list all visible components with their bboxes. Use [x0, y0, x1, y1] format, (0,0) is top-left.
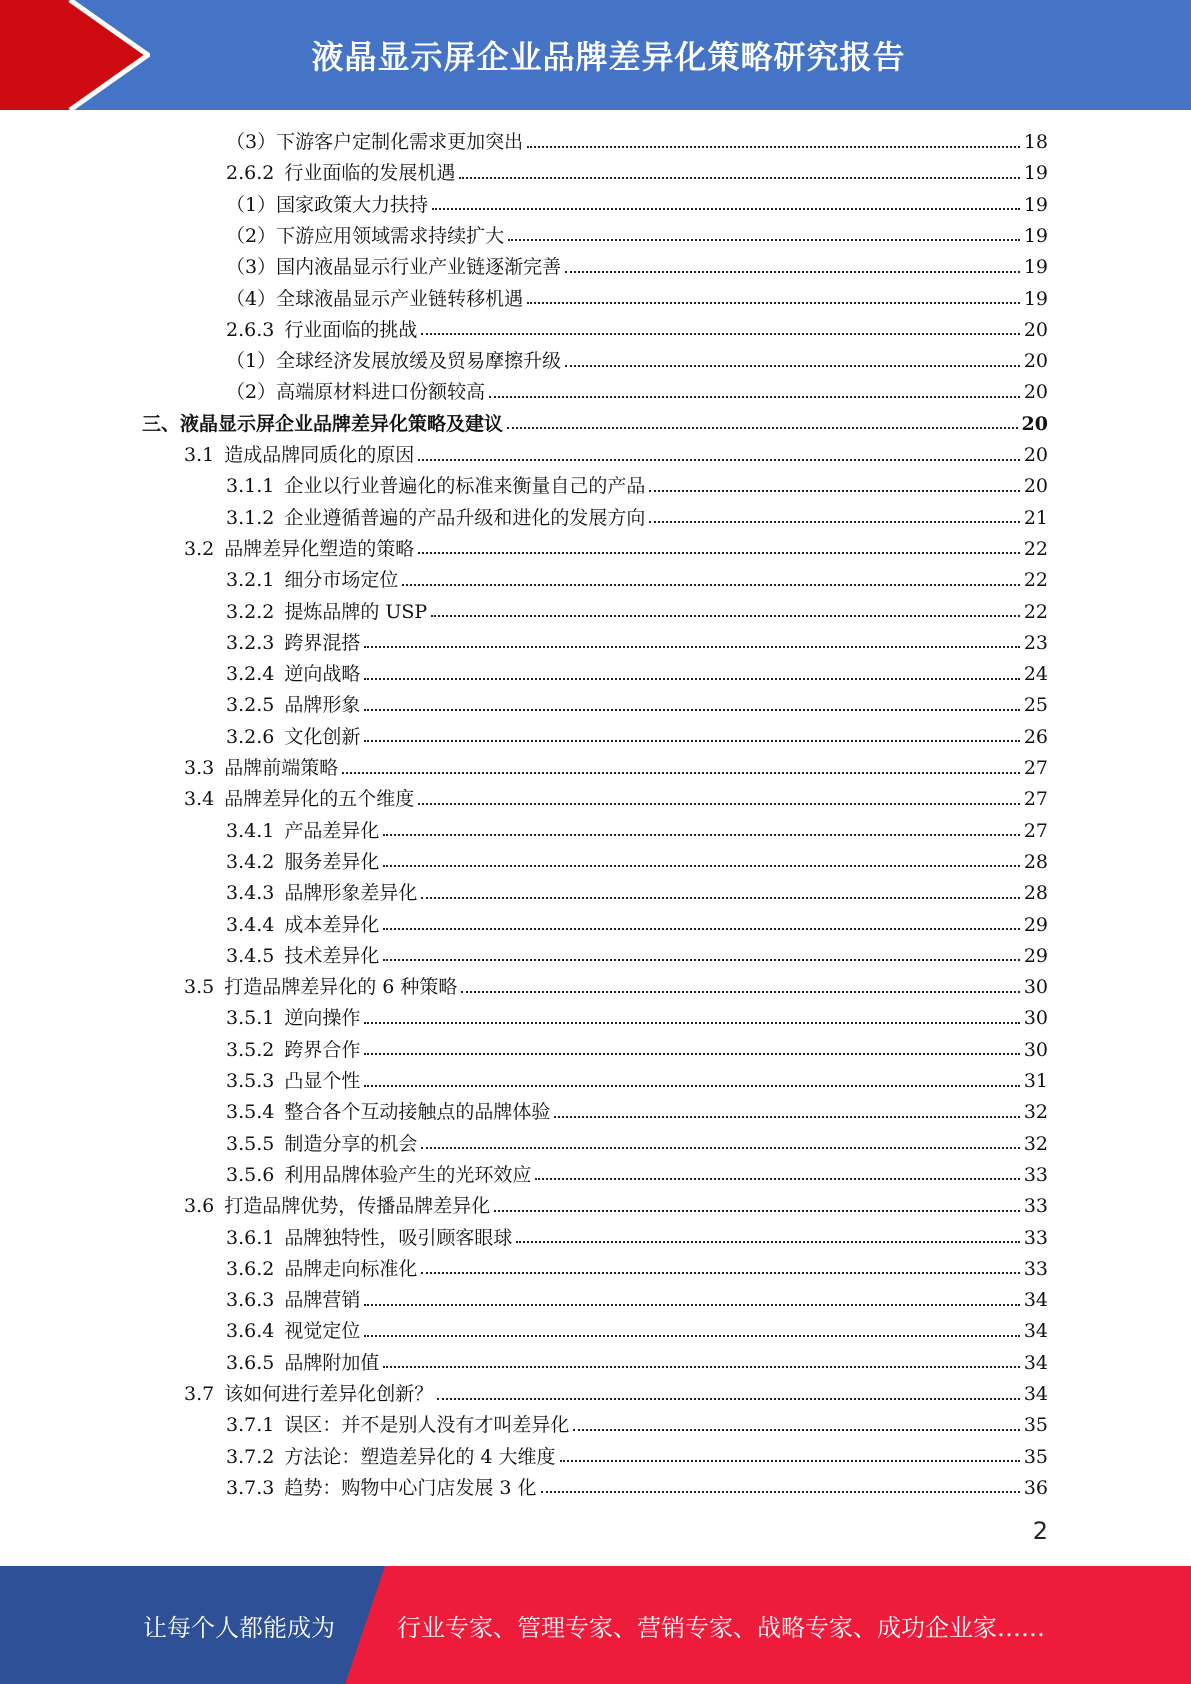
- toc-entry[interactable]: [226, 1348, 1048, 1379]
- toc-entry-title: 误区：并不是别人没有才叫差异化: [284, 1414, 570, 1437]
- toc-entry-page: 20: [1023, 318, 1048, 341]
- toc-entry-title: 制造分享的机会: [284, 1132, 418, 1155]
- toc-entry[interactable]: [226, 377, 1048, 408]
- toc-entry[interactable]: [226, 565, 1048, 596]
- toc-entry-page: 35: [1023, 1445, 1048, 1468]
- toc-entry-page: 19: [1023, 224, 1048, 247]
- toc-dot-leader: [459, 177, 1019, 179]
- toc-entry-page: 22: [1023, 537, 1048, 560]
- toc-entry-number: 3.2.6: [226, 725, 275, 748]
- toc-entry-title: 跨界合作: [284, 1038, 361, 1061]
- toc-entry-page: 32: [1023, 1101, 1048, 1124]
- toc-entry-number: （2）: [226, 224, 277, 247]
- toc-entry-number: 3.2.3: [226, 631, 275, 654]
- toc-dot-leader: [418, 803, 1020, 805]
- toc-entry-title: 品牌走向标准化: [284, 1257, 418, 1280]
- toc-entry-title: 跨界混搭: [284, 631, 361, 654]
- toc-entry[interactable]: [184, 784, 1048, 815]
- toc-dot-leader: [494, 1210, 1020, 1212]
- toc-entry-title: 成本差异化: [284, 913, 380, 936]
- toc-entry-page: 31: [1023, 1070, 1048, 1092]
- toc-dot-leader: [541, 1491, 1020, 1493]
- toc-entry-number: 3.6.4: [226, 1320, 275, 1343]
- toc-dot-leader: [383, 928, 1019, 930]
- toc-entry-title: 品牌前端策略: [224, 757, 339, 779]
- toc-entry[interactable]: [226, 1097, 1048, 1128]
- toc-entry-number: 3.5.2: [226, 1038, 275, 1061]
- toc-entry[interactable]: [226, 346, 1048, 377]
- toc-entry-page: 30: [1023, 976, 1048, 999]
- toc-entry-page: 27: [1023, 788, 1048, 811]
- toc-entry-title: 提炼品牌的 USP: [284, 600, 428, 623]
- toc-dot-leader: [418, 552, 1020, 554]
- toc-entry[interactable]: [226, 910, 1048, 941]
- toc-entry-number: （4）: [226, 287, 277, 310]
- toc-dot-leader: [364, 740, 1019, 742]
- toc-dot-leader: [364, 1022, 1019, 1024]
- toc-dot-leader: [516, 1241, 1019, 1243]
- toc-dot-leader: [527, 146, 1020, 148]
- toc-entry-title: 品牌形象: [284, 694, 361, 717]
- toc-entry-title: 品牌形象差异化: [284, 882, 418, 905]
- toc-entry-title: 液晶显示屏企业品牌差异化策略及建议: [180, 412, 504, 435]
- toc-entry[interactable]: [226, 1316, 1048, 1347]
- toc-dot-leader: [421, 1147, 1019, 1149]
- toc-entry-number: 3.2.2: [226, 600, 275, 623]
- toc-entry-number: （1）: [226, 193, 277, 216]
- toc-entry-number: 3.4: [184, 788, 215, 811]
- toc-entry-title: 打造品牌差异化的 6 种策略: [224, 976, 458, 999]
- toc-entry[interactable]: [226, 1473, 1048, 1504]
- toc-entry-number: 三、: [142, 412, 181, 435]
- toc-entry-page: 36: [1023, 1476, 1048, 1499]
- toc-entry-number: 3.7.3: [226, 1476, 275, 1499]
- toc-entry-number: 3.2.5: [226, 694, 275, 717]
- toc-entry[interactable]: [184, 1191, 1048, 1222]
- toc-entry[interactable]: [184, 440, 1048, 471]
- toc-entry-number: 3.2.4: [226, 663, 275, 686]
- toc-entry[interactable]: [226, 878, 1048, 909]
- toc-dot-leader: [421, 897, 1019, 899]
- toc-entry-title: 品牌独特性，吸引顾客眼球: [284, 1226, 513, 1249]
- toc-entry[interactable]: [226, 1129, 1048, 1160]
- toc-entry-page: 28: [1023, 882, 1048, 905]
- toc-entry-number: 3.4.1: [226, 819, 275, 842]
- toc-entry-title: 下游应用领域需求持续扩大: [276, 224, 505, 247]
- page-header: [0, 0, 1191, 110]
- toc-entry-title: 趋势：购物中心门店发展 3 化: [284, 1476, 537, 1499]
- toc-entry-number: 3.1: [184, 444, 215, 466]
- toc-entry-number: （3）: [226, 256, 277, 279]
- toc-entry[interactable]: [226, 127, 1048, 158]
- toc-entry-title: 凸显个性: [284, 1070, 361, 1092]
- toc-dot-leader: [364, 1085, 1019, 1087]
- toc-entry-title: 细分市场定位: [284, 569, 399, 592]
- toc-dot-leader: [565, 271, 1020, 273]
- toc-dot-leader: [383, 959, 1019, 961]
- toc-entry-page: 34: [1023, 1320, 1048, 1343]
- toc-entry-page: 29: [1023, 944, 1048, 967]
- toc-dot-leader: [364, 646, 1019, 648]
- toc-entry-number: 3.5.5: [226, 1132, 275, 1155]
- toc-entry-page: 32: [1023, 1132, 1048, 1155]
- toc-entry[interactable]: [226, 1410, 1048, 1441]
- toc-entry-number: 3.7.1: [226, 1414, 275, 1437]
- toc-entry-number: （3）: [226, 131, 277, 153]
- toc-entry-title: 企业遵循普遍的产品升级和进化的发展方向: [284, 506, 646, 529]
- toc-entry-title: 逆向操作: [284, 1007, 361, 1030]
- toc-entry-number: （1）: [226, 350, 277, 373]
- toc-entry-page: 24: [1023, 663, 1048, 686]
- toc-entry[interactable]: [226, 597, 1048, 628]
- toc-entry[interactable]: [226, 1285, 1048, 1316]
- toc-entry-number: 3.2.1: [226, 569, 275, 592]
- footer-slogan-right: 行业专家、管理专家、营销专家、战略专家、成功企业家……: [397, 1613, 1045, 1642]
- toc-entry-title: 品牌营销: [284, 1289, 361, 1312]
- toc-entry-title: 全球液晶显示产业链转移机遇: [276, 287, 524, 310]
- toc-dot-leader: [649, 490, 1019, 492]
- toc-entry-title: 文化创新: [284, 725, 361, 748]
- toc-entry-title: 国家政策大力扶持: [276, 193, 429, 216]
- toc-entry[interactable]: [226, 1442, 1048, 1473]
- toc-entry-number: 3.4.4: [226, 913, 275, 936]
- toc-entry-title: 利用品牌体验产生的光环效应: [284, 1163, 532, 1186]
- toc-dot-leader: [383, 1366, 1019, 1368]
- toc-entry[interactable]: [226, 315, 1048, 346]
- toc-entry-page: 21: [1023, 506, 1048, 529]
- toc-dot-leader: [364, 1053, 1019, 1055]
- toc-entry[interactable]: [226, 284, 1048, 315]
- toc-entry[interactable]: [184, 534, 1048, 565]
- toc-entry-title: 行业面临的发展机遇: [284, 162, 456, 185]
- toc-entry[interactable]: [226, 158, 1048, 189]
- toc-entry[interactable]: [226, 1223, 1048, 1254]
- toc-entry-page: 20: [1023, 444, 1048, 466]
- toc-entry-title: 品牌差异化塑造的策略: [224, 537, 415, 560]
- toc-dot-leader: [418, 459, 1020, 461]
- toc-entry[interactable]: [226, 847, 1048, 878]
- toc-entry-title: 全球经济发展放缓及贸易摩擦升级: [276, 350, 562, 373]
- toc-dot-leader: [554, 1116, 1019, 1118]
- toc-entry-page: 30: [1023, 1007, 1048, 1030]
- toc-entry-number: 3.5.3: [226, 1070, 275, 1092]
- toc-entry-number: 3.6.2: [226, 1257, 275, 1280]
- toc-entry-page: 19: [1023, 193, 1048, 216]
- toc-entry-page: 20: [1021, 412, 1048, 435]
- toc-entry-page: 34: [1023, 1383, 1048, 1405]
- toc-entry-page: 35: [1023, 1414, 1048, 1437]
- toc-entry-page: 30: [1023, 1038, 1048, 1061]
- toc-dot-leader: [560, 1460, 1020, 1462]
- toc-dot-leader: [342, 772, 1020, 774]
- toc-entry-number: （2）: [226, 381, 277, 404]
- toc-entry[interactable]: [184, 753, 1048, 784]
- toc-entry[interactable]: [226, 941, 1048, 972]
- toc-dot-leader: [421, 1272, 1019, 1274]
- toc-entry-number: 3.1.1: [226, 475, 275, 498]
- toc-entry-title: 逆向战略: [284, 663, 361, 686]
- toc-dot-leader: [437, 1398, 1020, 1400]
- toc-entry-title: 打造品牌优势，传播品牌差异化: [224, 1195, 491, 1218]
- toc-entry-page: 33: [1023, 1195, 1048, 1218]
- toc-entry-title: 该如何进行差异化创新？: [224, 1383, 434, 1405]
- toc-entry-number: 3.5: [184, 976, 215, 999]
- toc-entry[interactable]: [226, 816, 1048, 847]
- toc-entry-page: 20: [1023, 381, 1048, 404]
- report-title: 液晶显示屏企业品牌差异化策略研究报告: [311, 38, 906, 76]
- toc-entry[interactable]: [226, 1035, 1048, 1066]
- toc-dot-leader: [432, 208, 1020, 210]
- toc-entry[interactable]: [226, 690, 1048, 721]
- toc-entry-number: 3.6.3: [226, 1289, 275, 1312]
- toc-entry-title: 造成品牌同质化的原因: [224, 444, 415, 466]
- toc-dot-leader: [402, 584, 1019, 586]
- toc-entry-page: 34: [1023, 1289, 1048, 1312]
- toc-entry-number: 3.5.6: [226, 1163, 275, 1186]
- toc-entry[interactable]: [142, 409, 1048, 440]
- toc-entry-page: 33: [1023, 1163, 1048, 1186]
- toc-entry-title: 品牌差异化的五个维度: [224, 788, 415, 811]
- toc-entry-number: 3.6.5: [226, 1351, 275, 1374]
- toc-entry[interactable]: [226, 252, 1048, 283]
- toc-dot-leader: [383, 834, 1019, 836]
- toc-entry-page: 19: [1023, 162, 1048, 185]
- toc-entry-title: 高端原材料进口份额较高: [276, 381, 486, 404]
- toc-entry-number: 3.4.3: [226, 882, 275, 905]
- toc-entry[interactable]: [226, 1066, 1048, 1097]
- page-number: 2: [1032, 1517, 1048, 1545]
- toc-entry-page: 22: [1023, 600, 1048, 623]
- toc-entry-page: 18: [1023, 131, 1048, 153]
- toc-dot-leader: [507, 427, 1018, 429]
- toc-entry-title: 整合各个互动接触点的品牌体验: [284, 1101, 551, 1124]
- toc-entry-number: 3.5.4: [226, 1101, 275, 1124]
- toc-dot-leader: [364, 709, 1019, 711]
- toc-entry-page: 34: [1023, 1351, 1048, 1374]
- toc-entry[interactable]: [226, 1254, 1048, 1285]
- toc-entry-number: 3.1.2: [226, 506, 275, 529]
- toc-dot-leader: [461, 991, 1019, 993]
- toc-entry[interactable]: [226, 1003, 1048, 1034]
- toc-entry-title: 方法论：塑造差异化的 4 大维度: [284, 1445, 556, 1468]
- toc-entry-page: 19: [1023, 287, 1048, 310]
- toc-entry-page: 28: [1023, 850, 1048, 873]
- toc-entry-title: 产品差异化: [284, 819, 380, 842]
- toc-entry[interactable]: [226, 722, 1048, 753]
- toc-entry-title: 行业面临的挑战: [284, 318, 418, 341]
- toc-entry-page: 19: [1023, 256, 1048, 279]
- toc-dot-leader: [383, 865, 1019, 867]
- toc-entry-page: 20: [1023, 350, 1048, 373]
- toc-dot-leader: [364, 1335, 1019, 1337]
- toc-entry-page: 27: [1023, 819, 1048, 842]
- toc-entry-title: 下游客户定制化需求更加突出: [276, 131, 524, 153]
- toc-entry-number: 3.6.1: [226, 1226, 275, 1249]
- toc-entry[interactable]: [226, 628, 1048, 659]
- toc-dot-leader: [421, 333, 1019, 335]
- toc-entry-number: 3.6: [184, 1195, 215, 1218]
- toc-dot-leader: [565, 365, 1020, 367]
- toc-entry-page: 23: [1023, 631, 1048, 654]
- toc-entry-page: 22: [1023, 569, 1048, 592]
- toc-entry-page: 25: [1023, 694, 1048, 717]
- toc-entry-title: 技术差异化: [284, 944, 380, 967]
- toc-entry-title: 服务差异化: [284, 850, 380, 873]
- toc-entry[interactable]: [226, 1160, 1048, 1191]
- toc-dot-leader: [535, 1178, 1019, 1180]
- toc-entry-page: 27: [1023, 757, 1048, 779]
- toc-entry[interactable]: [184, 1379, 1048, 1410]
- footer-slogan-left: 让每个人都能成为: [143, 1613, 335, 1642]
- toc-entry-page: 26: [1023, 725, 1048, 748]
- toc-dot-leader: [364, 678, 1019, 680]
- toc-entry[interactable]: [226, 503, 1048, 534]
- toc-dot-leader: [508, 239, 1020, 241]
- toc-dot-leader: [527, 302, 1020, 304]
- toc-entry-number: 3.7.2: [226, 1445, 275, 1468]
- toc-dot-leader: [431, 615, 1020, 617]
- toc-entry-number: 3.4.5: [226, 944, 275, 967]
- toc-entry-number: 3.5.1: [226, 1007, 275, 1030]
- toc-entry[interactable]: [226, 221, 1048, 252]
- toc-entry-page: 33: [1023, 1226, 1048, 1249]
- toc-entry[interactable]: [226, 659, 1048, 690]
- toc-dot-leader: [573, 1429, 1019, 1431]
- toc-entry-title: 国内液晶显示行业产业链逐渐完善: [276, 256, 562, 279]
- toc-entry-number: 2.6.3: [226, 318, 275, 341]
- toc-entry-title: 品牌附加值: [284, 1351, 380, 1374]
- toc-entry-page: 33: [1023, 1257, 1048, 1280]
- toc-entry-number: 3.7: [184, 1383, 215, 1405]
- toc-entry-title: 企业以行业普遍化的标准来衡量自己的产品: [284, 475, 646, 498]
- toc-entry-number: 3.3: [184, 757, 215, 779]
- toc-entry-page: 29: [1023, 913, 1048, 936]
- toc-entry[interactable]: [226, 471, 1048, 502]
- toc-entry[interactable]: [184, 972, 1048, 1003]
- toc-dot-leader: [364, 1304, 1019, 1306]
- toc-dot-leader: [489, 396, 1020, 398]
- toc-entry-page: 20: [1023, 475, 1048, 498]
- toc-entry[interactable]: [226, 190, 1048, 221]
- toc-entry-number: 2.6.2: [226, 162, 275, 185]
- toc-entry-title: 视觉定位: [284, 1320, 361, 1343]
- toc-dot-leader: [649, 521, 1019, 523]
- toc-entry-number: 3.2: [184, 537, 215, 560]
- toc-entry-number: 3.4.2: [226, 850, 275, 873]
